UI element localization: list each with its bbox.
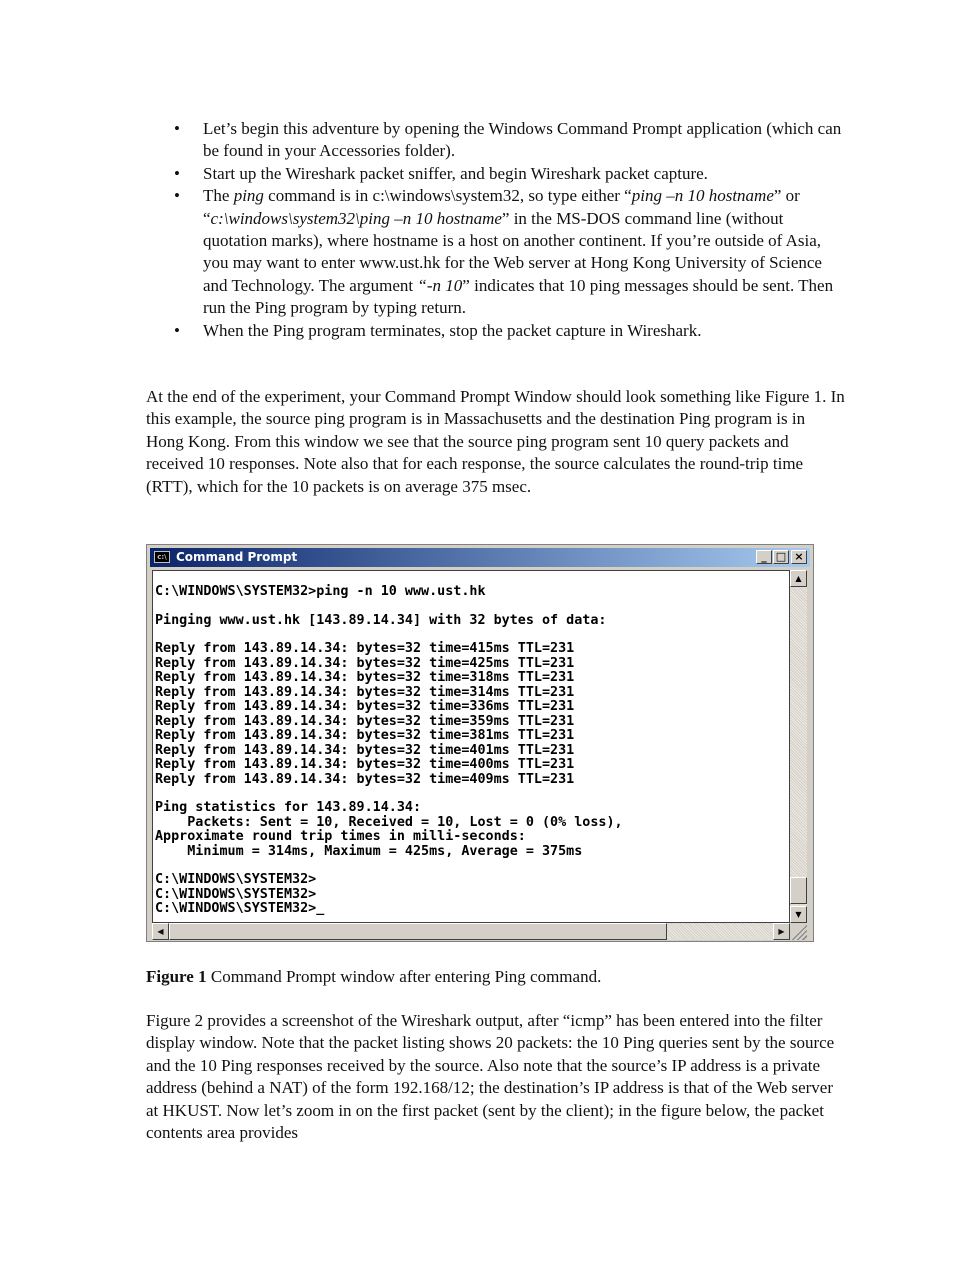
console-line: Reply from 143.89.14.34: bytes=32 time=401ms TTL=231 (155, 742, 575, 758)
bullet-text: The (203, 186, 234, 206)
close-button[interactable]: × (791, 550, 807, 564)
horizontal-scrollbar[interactable] (152, 923, 790, 940)
console-line: Reply from 143.89.14.34: bytes=32 time=415ms TTL=231 (155, 641, 575, 656)
console-area[interactable] (152, 570, 790, 923)
console-line: Reply from 143.89.14.34: bytes=32 time=409ms TTL=231 (155, 771, 575, 787)
bullet-item (146, 320, 846, 342)
horizontal-scroll-thumb[interactable] (169, 923, 667, 940)
console-line: C:\WINDOWS\SYSTEM32> (155, 872, 317, 887)
console-line: Reply from 143.89.14.34: bytes=32 time=400ms TTL=231 (155, 757, 575, 772)
console-line: Reply from 143.89.14.34: bytes=32 time=318ms TTL=231 (155, 670, 575, 685)
bullet-text: ping –n 10 hostname (631, 186, 774, 206)
resize-grip-icon[interactable] (790, 923, 807, 940)
console-output (153, 571, 789, 917)
bullet-text: command is in c:\windows\system32, so type either “ (263, 186, 632, 206)
window-titlebar[interactable] (150, 548, 810, 567)
bullet-text: When the Ping program terminates, stop the packet capture in Wireshark. (203, 320, 702, 340)
console-line: Ping statistics for 143.89.14.34: (155, 800, 422, 815)
bullet-text: c:\windows\system32\ping –n 10 hostname (210, 208, 502, 228)
console-line: C:\WINDOWS\SYSTEM32> (155, 886, 317, 902)
bullet-text: “-n 10 (417, 275, 463, 295)
bullet-text: ping (233, 186, 264, 206)
command-prompt-window (146, 544, 814, 942)
console-line: Reply from 143.89.14.34: bytes=32 time=336ms TTL=231 (155, 699, 575, 714)
scroll-down-arrow-icon[interactable]: ▼ (790, 906, 807, 923)
window-title: Command Prompt (176, 550, 298, 564)
bullet-item (146, 118, 846, 163)
console-line: Reply from 143.89.14.34: bytes=32 time=381ms TTL=231 (155, 728, 575, 743)
console-line: Minimum = 314ms, Maximum = 425ms, Average = 375ms (155, 843, 583, 859)
scroll-up-arrow-icon[interactable]: ▲ (790, 570, 807, 587)
bullet-text: ” indicates that 10 ping messages should be sent. Then run the Ping program by typing return. (203, 275, 834, 318)
console-line: C:\WINDOWS\SYSTEM32>_ (155, 901, 325, 916)
figure-caption-text: Command Prompt window after entering Ping command. (206, 967, 602, 986)
bullet-item (146, 163, 846, 185)
console-line: Pinging www.ust.hk [143.89.14.34] with 32 bytes of data: (155, 612, 607, 628)
console-line: Approximate round trip times in milli-seconds: (155, 829, 526, 844)
figure-label: Figure 1 (146, 967, 207, 986)
console-line: Reply from 143.89.14.34: bytes=32 time=359ms TTL=231 (155, 713, 575, 729)
vertical-scrollbar[interactable] (790, 570, 807, 923)
bullet-item (146, 185, 846, 319)
console-line: C:\WINDOWS\SYSTEM32>ping -n 10 www.ust.hk (155, 584, 486, 599)
figure-caption (146, 966, 846, 988)
scroll-left-arrow-icon[interactable]: ◀ (152, 923, 169, 940)
console-line: Packets: Sent = 10, Received = 10, Lost = 0 (0% loss), (155, 814, 623, 830)
bullet-text: ” in the MS-DOS command line (without quotation marks), where hostname is a host on another continent. If you’re outside of Asia, you may want to enter www.ust.hk for the Web server at Hong Kong University of Science and Technology. The argument (203, 208, 822, 295)
console-line: Reply from 143.89.14.34: bytes=32 time=425ms TTL=231 (155, 655, 575, 671)
vertical-scroll-thumb[interactable] (790, 877, 807, 904)
bullet-text: Let’s begin this adventure by opening the Windows Command Prompt application (which can be found in your Accessories folder). (203, 119, 842, 161)
bullet-text: Start up the Wireshark packet sniffer, and begin Wireshark packet capture. (203, 163, 708, 183)
maximize-button[interactable]: □ (773, 550, 789, 564)
minimize-button[interactable]: _ (756, 550, 772, 564)
console-line: Reply from 143.89.14.34: bytes=32 time=314ms TTL=231 (155, 684, 575, 700)
bullet-text: ” or “ (203, 186, 800, 228)
intro-paragraph: At the end of the experiment, your Command Prompt Window should look something like Figure 1. In this example, the source ping program is in Massachusetts and the destination Ping program is in Hong Kong. From this window we see that the source ping program sent 10 query packets and received 10 responses. Note also that for each response, the source calculates the round-trip time (RTT), which for the 10 packets is on average 375 msec. (146, 387, 845, 496)
instruction-bullet-list (146, 118, 846, 342)
scroll-right-arrow-icon[interactable]: ▶ (773, 923, 790, 940)
console-icon: c:\ (154, 551, 170, 563)
wireshark-paragraph: Figure 2 provides a screenshot of the Wireshark output, after “icmp” has been entered into the filter display window. Note that the packet listing shows 20 packets: the 10 Ping queries sent by the source and the 10 Ping responses received by the source. Also note that the source’s IP address is a private address (behind a NAT) of the form 192.168/12; the destination’s IP address is that of the Web server at HKUST. Now let’s zoom in on the first packet (sent by the client); in the figure below, the packet contents area provides (146, 1011, 835, 1143)
